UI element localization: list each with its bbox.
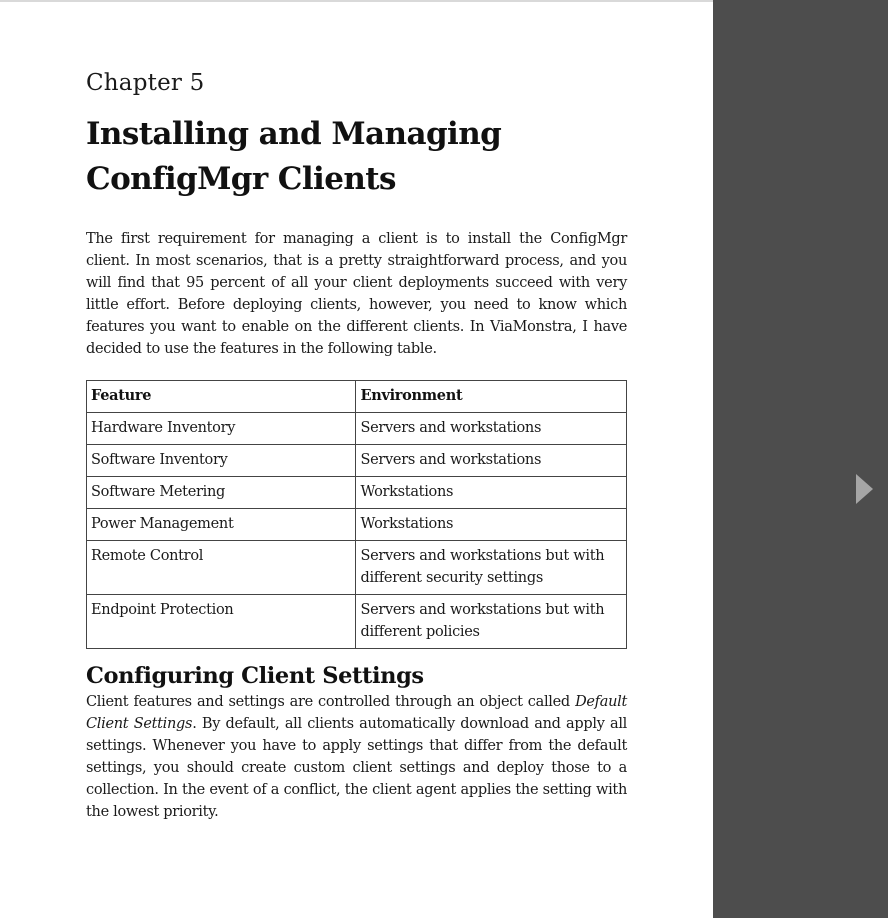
table-cell-feature: Hardware Inventory xyxy=(87,413,356,445)
chapter-title-line-1: Installing and Managing xyxy=(86,116,502,152)
settings-text-before: Client features and settings are controlled through an object called xyxy=(86,694,576,710)
table-header-environment: Environment xyxy=(356,381,627,413)
document-page[interactable] xyxy=(0,2,713,918)
settings-paragraph xyxy=(86,691,627,823)
table-cell-environment: Workstations xyxy=(356,509,627,541)
table-cell-feature: Power Management xyxy=(87,509,356,541)
table-cell-environment: Workstations xyxy=(356,477,627,509)
table-cell-feature: Software Inventory xyxy=(87,445,356,477)
table-cell-environment: Servers and workstations but with different policies xyxy=(356,595,627,649)
chapter-title xyxy=(86,112,646,202)
settings-text-emphasis: Default Client Settings xyxy=(86,694,627,732)
table-row xyxy=(87,541,627,595)
table-cell-feature: Endpoint Protection xyxy=(87,595,356,649)
intro-paragraph: The first requirement for managing a client is to install the ConfigMgr client. In most scenarios, that is a pretty straightforward process, and you will find that 95 percent of all your client deployments succeed with very little effort. Before deploying clients, however, you need to know which features you want to enable on the different clients. In ViaMonstra, I have decided to use the features in the following table. xyxy=(86,231,627,357)
settings-text-after: . By default, all clients automatically download and apply all settings. Whenever you have to apply settings that differ from the default settings, you should create custom client settings and deploy those to a collection. In the event of a conflict, the client agent applies the setting with the lowest priority. xyxy=(86,716,627,820)
table-header-feature: Feature xyxy=(87,381,356,413)
table-cell-environment: Servers and workstations xyxy=(356,413,627,445)
features-table xyxy=(86,380,627,649)
table-row xyxy=(87,413,627,445)
table-row xyxy=(87,509,627,541)
chevron-right-icon[interactable] xyxy=(856,474,886,508)
table-row xyxy=(87,477,627,509)
table-cell-environment: Servers and workstations xyxy=(356,445,627,477)
table-header-row xyxy=(87,381,627,413)
section-heading: Configuring Client Settings xyxy=(86,663,424,689)
table-cell-environment: Servers and workstations but with different security settings xyxy=(356,541,627,595)
viewer-side-panel xyxy=(713,0,888,918)
table-row xyxy=(87,595,627,649)
chapter-label: Chapter 5 xyxy=(86,70,205,96)
table-cell-feature: Remote Control xyxy=(87,541,356,595)
table-cell-feature: Software Metering xyxy=(87,477,356,509)
table-row xyxy=(87,445,627,477)
chapter-title-line-2: ConfigMgr Clients xyxy=(86,161,396,197)
